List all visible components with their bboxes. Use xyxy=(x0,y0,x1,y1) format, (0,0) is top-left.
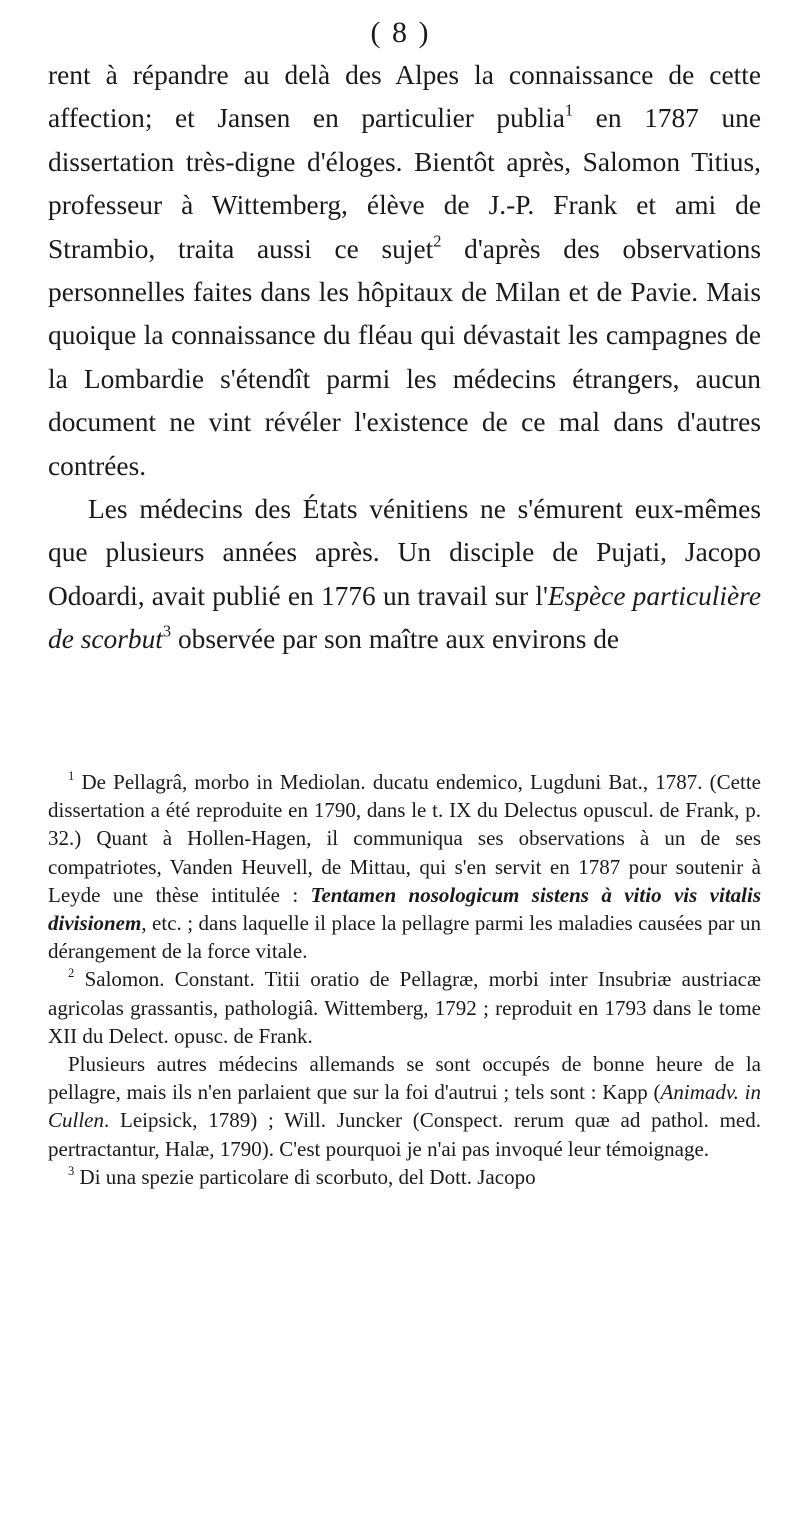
footnote-2b-text-b: . Leipsick, 1789) ; Will. Juncker (Conspect. rerum quæ ad pathol. med. pertractantur, Halæ, 1790). C'est pourquoi je n'ai pas invoqué leur témoignage. xyxy=(48,1108,761,1161)
footnote-3 xyxy=(48,1163,761,1191)
paragraph-2 xyxy=(48,488,761,662)
paragraph-2-text-a: Les médecins des États vénitiens ne s'émurent eux-mêmes que plusieurs années après. Un disciple de Pujati, Jacopo Odoardi, avait publié en 1776 un travail sur l' xyxy=(48,494,761,611)
footnote-2-text: Salomon. Constant. Titii oratio de Pellagræ, morbi inter Insubriæ austriacæ agricolas grassantis, pathologiâ. Wittemberg, 1792 ; reproduit en 1793 dans le tome XII du Delect. opusc. de Frank. xyxy=(48,967,761,1048)
footnotes xyxy=(48,768,761,1191)
footnote-2b-text-a: Plusieurs autres médecins allemands se sont occupés de bonne heure de la pellagre, mais ils n'en parlaient que sur la foi d'autrui ; tels sont : Kapp ( xyxy=(48,1052,761,1105)
paragraph-1 xyxy=(48,54,761,488)
footnote-ref-2: 2 xyxy=(433,231,442,251)
main-text xyxy=(48,54,761,662)
page-number: ( 8 ) xyxy=(370,16,431,49)
footnote-ref-3: 3 xyxy=(162,621,172,641)
work-title-scorbut: Espèce particulière de scorbut xyxy=(48,580,761,655)
footnote-1-thesis-title: Tentamen nosologicum sistens à vitio vis vitalis divisionem xyxy=(48,882,762,936)
footnote-2b-work-title: Animadv. in Cullen xyxy=(48,1080,761,1133)
paragraph-1-text-a: rent à répandre au delà des Alpes la connaissance de cette affection; et Jansen en particulier publia xyxy=(48,60,761,134)
footnote-2-continuation xyxy=(48,1050,761,1163)
footnote-1-text-b: , etc. ; dans laquelle il place la pellagre parmi les maladies causées par un dérangement de la force vitale. xyxy=(48,911,761,964)
footnote-3-text: Di una spezie particolare di scorbuto, del Dott. Jacopo xyxy=(74,1164,536,1189)
footnote-1 xyxy=(48,768,761,965)
footnote-1-mark: 1 xyxy=(68,769,75,784)
footnote-2 xyxy=(48,965,761,1050)
paragraph-1-text-b: en 1787 une dissertation très-digne d'éloges. Bientôt après, Salomon Titius, professeur à Wittemberg, élève de J.-P. Frank et ami de Strambio, traita aussi ce sujet xyxy=(48,103,761,264)
footnote-1-text-a: De Pellagrâ, morbo in Mediolan. ducatu endemico, Lugduni Bat., 1787. (Cette dissertation a été reproduite en 1790, dans le t. IX du Delectus opuscul. de Frank, p. 32.) Quant à Hollen-Hagen, il communiqua ses observations à un de ses compatriotes, Vanden Heuvell, de Mittau, qui s'en servit en 1787 pour soutenir à Leyde une thèse intitulée : xyxy=(48,770,761,907)
footnote-2-mark: 2 xyxy=(68,966,75,981)
footnote-ref-1: 1 xyxy=(564,100,574,120)
paragraph-2-text-b: observée par son maître aux environs de xyxy=(171,624,620,655)
paragraph-1-text-c: d'après des observations personnelles faites dans les hôpitaux de Milan et de Pavie. Mais quoique la connaissance du fléau qui dévastait les campagnes de la Lombardie s'étendît parmi les médecins étrangers, aucun document ne vint révéler l'existence de ce mal dans d'autres contrées. xyxy=(48,233,761,481)
footnote-3-mark: 3 xyxy=(68,1164,75,1179)
